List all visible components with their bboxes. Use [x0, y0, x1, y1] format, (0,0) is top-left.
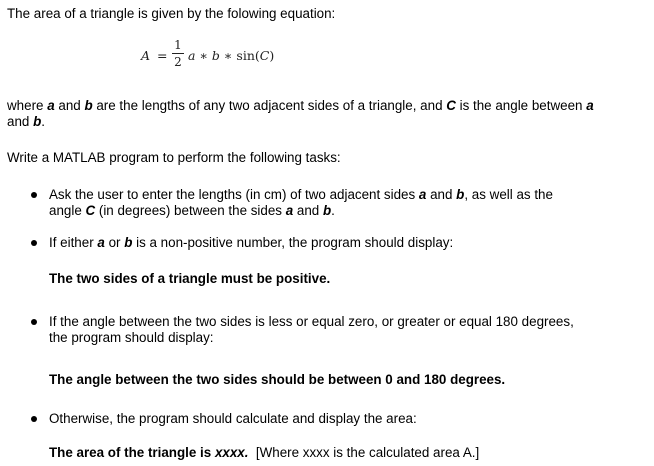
var-c: C	[85, 203, 96, 218]
equation-close-paren: )	[269, 48, 275, 63]
var-b: b	[84, 98, 93, 113]
bullet-2-text-2: or	[104, 235, 125, 250]
equation-variable-a: a	[188, 48, 196, 63]
bullet-icon	[31, 192, 37, 198]
bullet-1-line-2	[49, 203, 335, 219]
bullet-1-text-3: , as well as the	[464, 187, 553, 202]
bullet-1-text-2: and	[426, 187, 457, 202]
bullet-icon	[31, 240, 37, 246]
where-text-5: and	[7, 114, 34, 129]
equation-variable-b: b	[211, 48, 220, 63]
equation-lhs	[141, 48, 150, 64]
intro-text: The area of a triangle is given by the folowing equation:	[7, 6, 336, 21]
bullet-icon	[31, 319, 37, 325]
var-a: a	[47, 98, 55, 113]
var-a: a	[285, 203, 294, 218]
bullet-icon	[31, 416, 37, 422]
equation-denominator: 2	[174, 55, 182, 69]
bullet-4-message-text: The area of the triangle is	[49, 445, 215, 460]
where-text-4: is the angle between	[455, 98, 587, 113]
bullet-1-text-4: angle	[49, 203, 86, 218]
bullet-3-line-2: the program should display:	[49, 330, 214, 345]
where-text-2: and	[54, 98, 85, 113]
var-b: b	[322, 203, 332, 218]
bullet-1-text-1: Ask the user to enter the lengths (in cm) of two adjacent sides	[49, 187, 419, 202]
bullet-2-text-3: is a non-positive number, the program should display:	[132, 235, 454, 250]
bullet-2-message: The two sides of a triangle must be positive.	[49, 271, 331, 286]
var-b: b	[124, 235, 133, 250]
equation-numerator: 1	[174, 38, 182, 52]
var-a: a	[586, 98, 594, 113]
var-c: C	[446, 98, 456, 113]
bullet-4-line-1: Otherwise, the program should calculate and display the area:	[49, 411, 417, 426]
equation-variable-c: C	[259, 48, 270, 63]
bullet-2-line-1	[49, 235, 453, 251]
fraction-bar	[172, 53, 184, 54]
where-line-2	[7, 114, 45, 130]
where-text-3: are the lengths of any two adjacent sides of a triangle, and	[92, 98, 447, 113]
bullet-1-text-6: and	[293, 203, 323, 218]
bullet-4-message	[49, 445, 479, 461]
equation-fraction	[172, 38, 184, 69]
where-text-1: where	[7, 98, 48, 113]
task-heading: Write a MATLAB program to perform the following tasks:	[7, 150, 341, 165]
bullet-4-message-variable: xxxx.	[214, 445, 249, 460]
equation-times-2: ∗	[223, 48, 233, 63]
equation-times-1: ∗	[199, 48, 208, 63]
bullet-1-text-5: (in degrees) between the sides	[95, 203, 286, 218]
bullet-1-line-1	[49, 187, 553, 203]
equation-rhs	[188, 48, 274, 64]
bullet-2-text-1: If either	[49, 235, 98, 250]
equation-sin: sin(	[236, 48, 260, 63]
bullet-1-text-7: .	[331, 203, 335, 218]
where-line-1	[7, 98, 594, 114]
var-a: a	[418, 187, 427, 202]
var-a: a	[97, 235, 105, 250]
var-b: b	[456, 187, 465, 202]
bullet-4-note: [Where xxxx is the calculated area A.]	[248, 445, 480, 460]
equation-variable-a-upper: A	[141, 48, 151, 63]
var-b: b	[33, 114, 42, 129]
equation-equals: =	[157, 48, 168, 63]
bullet-3-line-1: If the angle between the two sides is less or equal zero, or greater or equal 180 degrees,	[49, 314, 574, 329]
bullet-3-message: The angle between the two sides should be between 0 and 180 degrees.	[49, 372, 506, 387]
where-text-6: .	[41, 114, 45, 129]
